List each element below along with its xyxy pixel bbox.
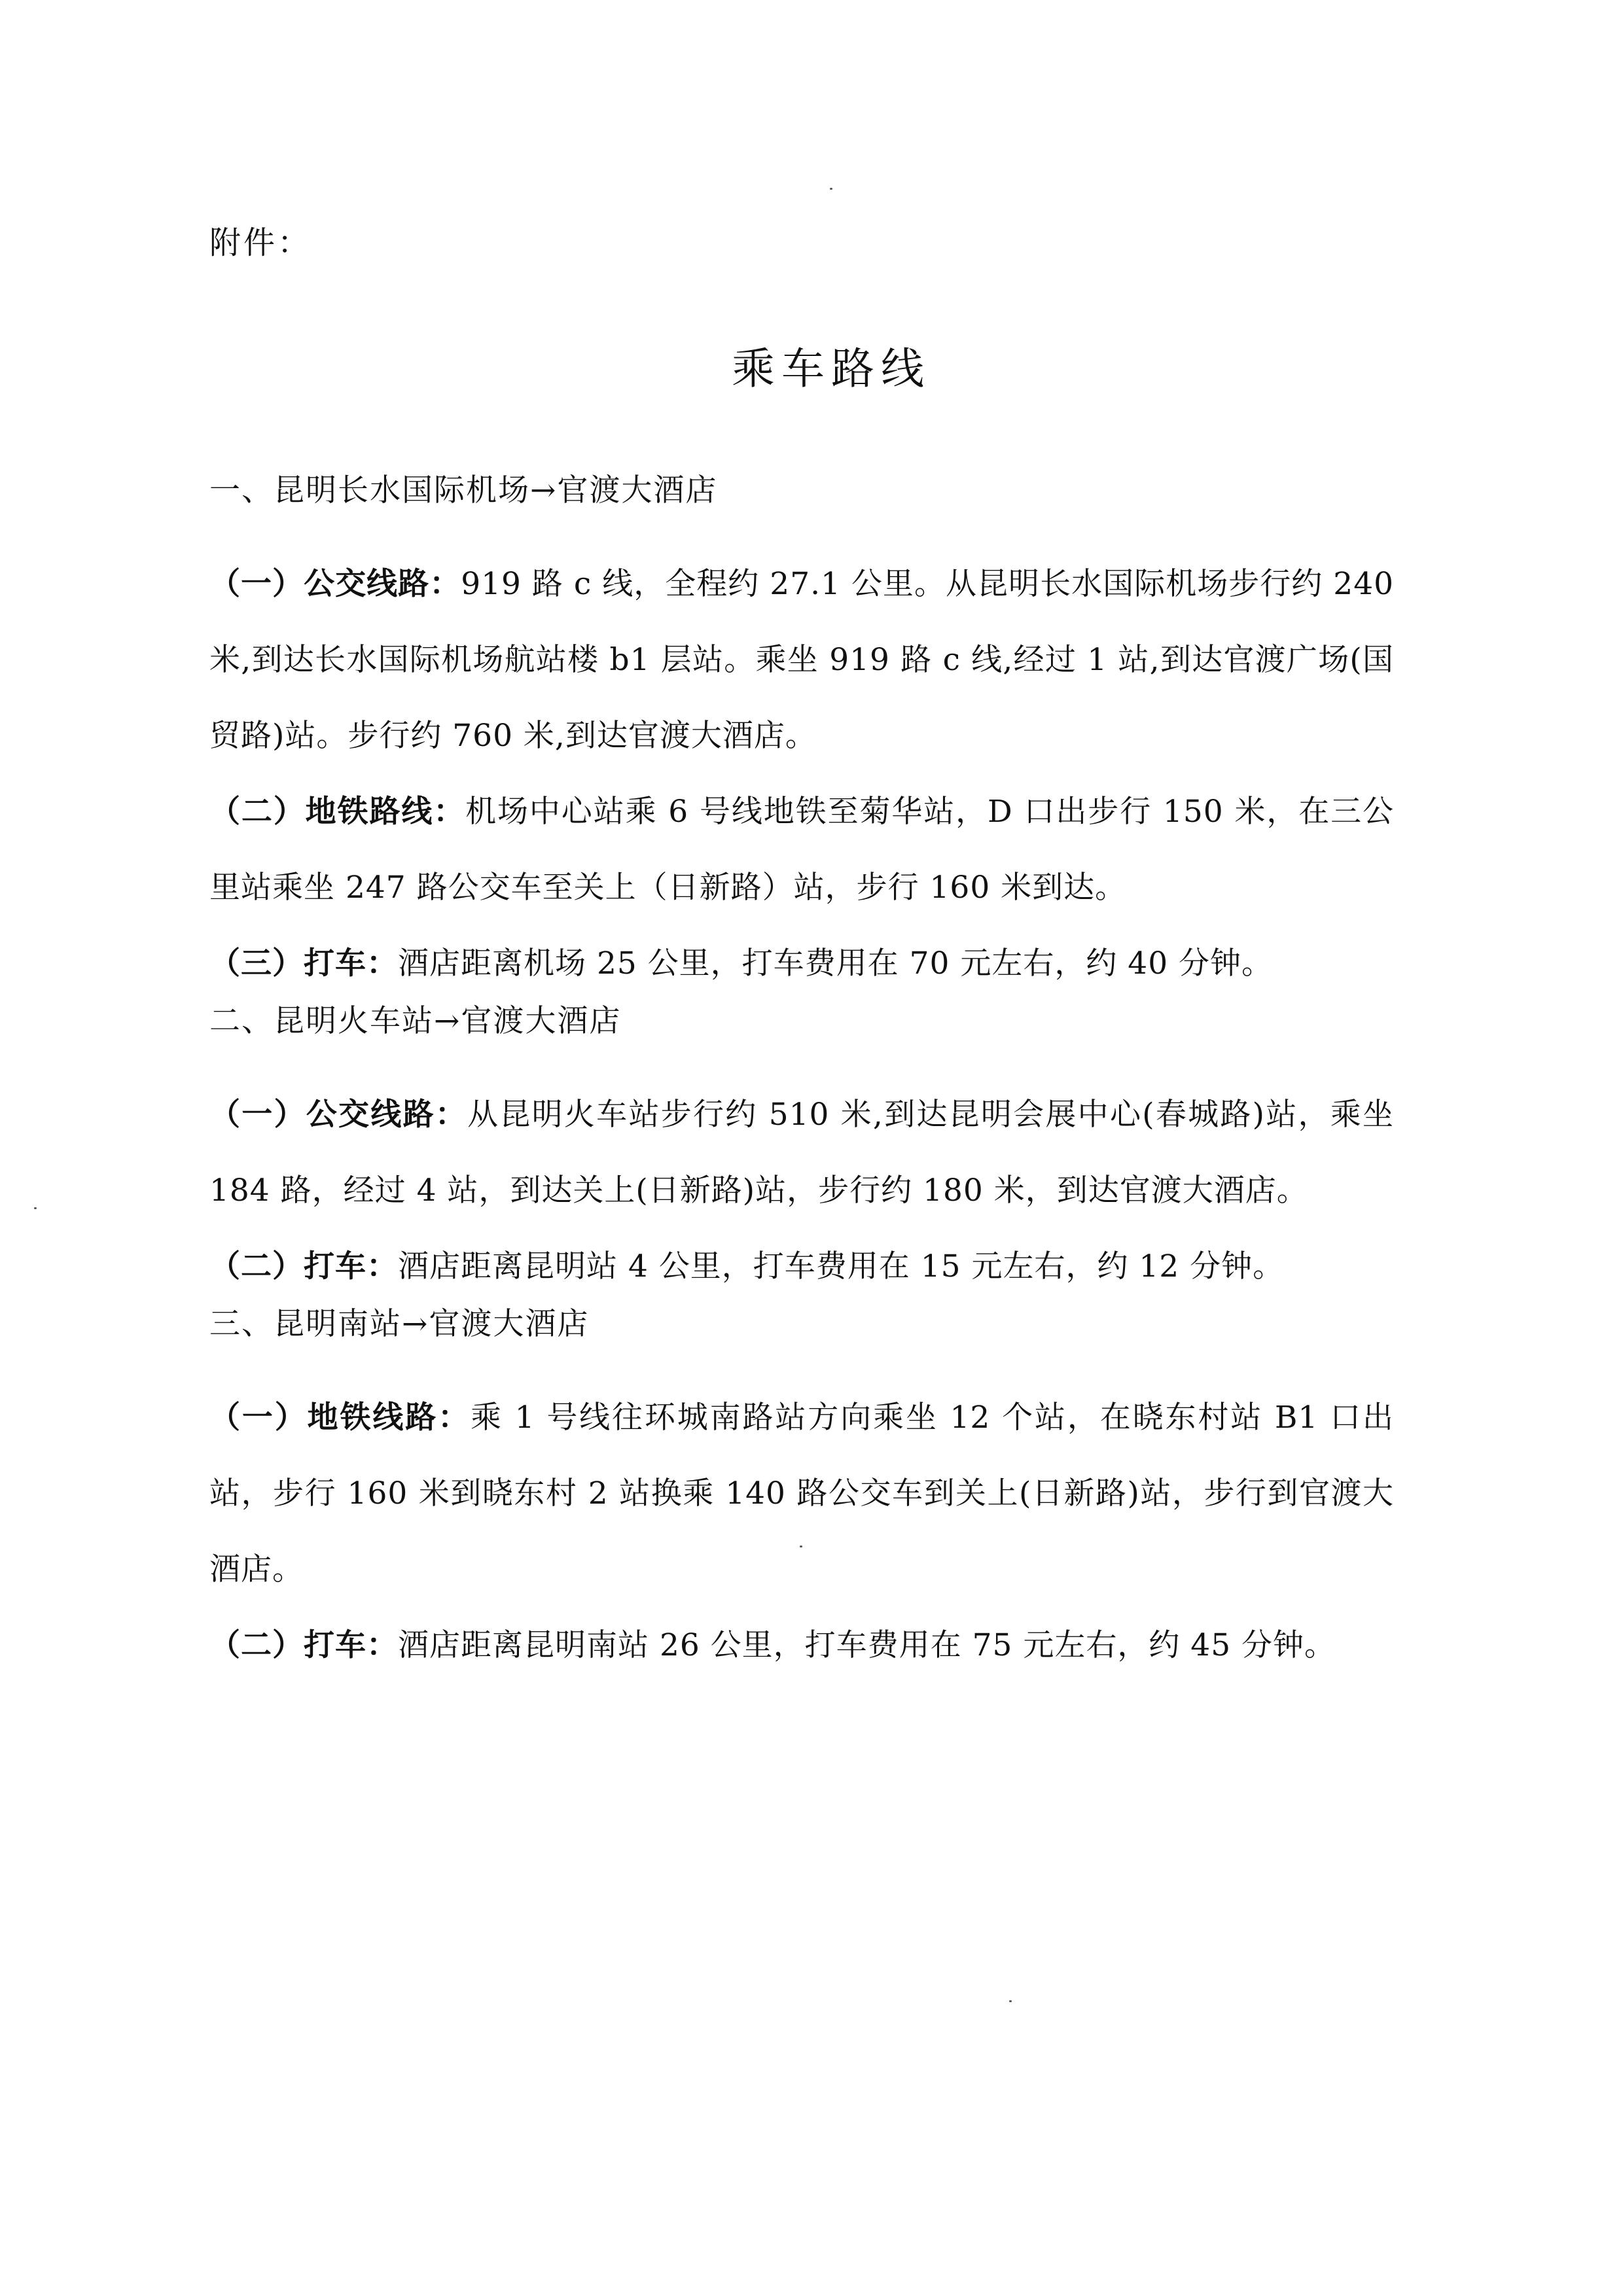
route-section-airport [209,471,1394,1002]
route-paragraph [209,546,1394,774]
scan-speck [830,188,832,190]
route-paragraph [209,1077,1394,1229]
route-label: （二）打车： [209,1248,398,1284]
route-label: （三）打车： [209,945,398,981]
route-label: （一）公交线路： [209,566,461,602]
route-text: 机场中心站乘 6 号线地铁至菊华站，D 口出步行 150 米，在三公里站乘坐 247 路公交车至关上（日新路）站，步行 160 米到达。 [209,794,1395,906]
attachment-label: 附件： [209,224,312,261]
route-paragraph [209,1380,1394,1608]
route-paragraph [209,1608,1394,1684]
route-text: 酒店距离昆明站 4 公里，打车费用在 15 元左右，约 12 分钟。 [398,1248,1285,1284]
route-paragraph [209,774,1394,926]
route-label: （一）地铁线路： [209,1400,471,1436]
route-text: 酒店距离机场 25 公里，打车费用在 70 元左右，约 40 分钟。 [398,945,1274,981]
route-label: （二）打车： [209,1627,398,1663]
document-title: 乘车路线 [732,344,931,394]
document-body [209,471,1394,1684]
route-text: 919 路 c 线，全程约 27.1 公里。从昆明长水国际机场步行约 240 米,到达长水国际机场航站楼 b1 层站。乘坐 919 路 c 线,经过 1 站,到达官渡广场(国贸路)站。步行约 760 米,到达官渡大酒店。 [209,566,1395,754]
section-heading: 一、昆明长水国际机场→官渡大酒店 [209,472,718,508]
route-section-railway-station [209,1002,1394,1305]
route-paragraph [209,926,1394,1002]
route-text: 乘 1 号线往环城南路站方向乘坐 12 个站，在晓东村站 B1 口出站，步行 160 米到晓东村 2 站换乘 140 路公交车到关上(日新路)站，步行到官渡大酒店。 [209,1400,1394,1587]
route-text: 从昆明火车站步行约 510 米,到达昆明会展中心(春城路)站，乘坐 184 路，经过 4 站，到达关上(日新路)站，步行约 180 米，到达官渡大酒店。 [209,1097,1395,1209]
section-heading: 三、昆明南站→官渡大酒店 [209,1306,590,1342]
route-label: （二）地铁路线： [209,794,466,830]
route-paragraph [209,1229,1394,1305]
scan-speck [34,1207,37,1209]
scan-speck [1009,2000,1012,2002]
route-section-south-station [209,1305,1394,1684]
section-heading: 二、昆明火车站→官渡大酒店 [209,1003,622,1039]
route-text: 酒店距离昆明南站 26 公里，打车费用在 75 元左右，约 45 分钟。 [398,1627,1336,1663]
route-label: （一）公交线路： [209,1097,468,1133]
